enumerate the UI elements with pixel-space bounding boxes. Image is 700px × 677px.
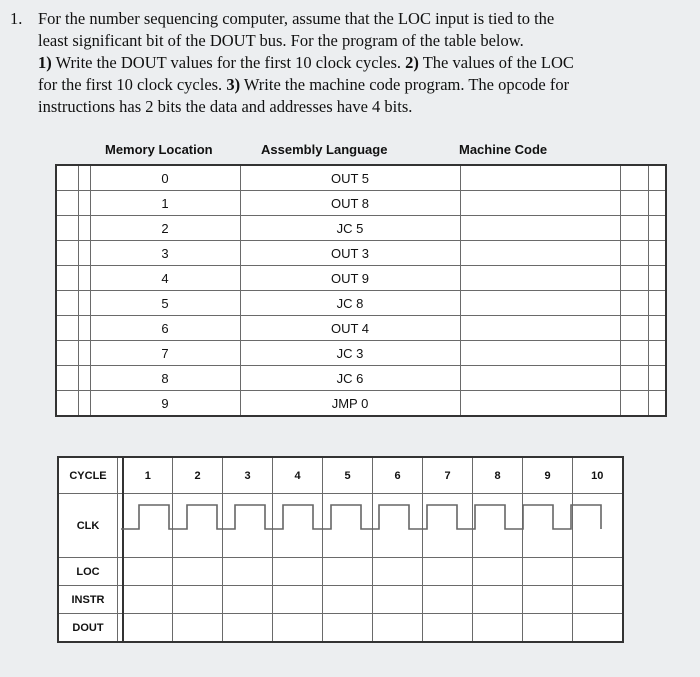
program-row [56,391,666,417]
memory-location-cell: 0 [90,165,240,191]
timing-cell-dout[interactable] [523,614,573,643]
blank-cell [648,291,666,316]
timing-cell-instr[interactable] [373,586,423,614]
blank-cell [56,266,78,291]
assembly-cell: OUT 8 [240,191,460,216]
timing-row-instr [58,586,623,614]
blank-cell [620,165,648,191]
timing-cell-instr[interactable] [273,586,323,614]
cycle-number: 10 [573,457,623,494]
timing-label-cycle: CYCLE [58,457,118,494]
program-row [56,291,666,316]
timing-cell-loc[interactable] [523,558,573,586]
blank-cell [78,391,90,417]
assembly-cell: JC 3 [240,341,460,366]
blank-cell [620,191,648,216]
blank-cell [78,341,90,366]
cycle-number: 3 [223,457,273,494]
blank-cell [56,216,78,241]
header-memory-location: Memory Location [105,142,213,157]
timing-cell-loc[interactable] [373,558,423,586]
program-row [56,241,666,266]
timing-label-clk: CLK [58,494,118,558]
blank-cell [620,341,648,366]
cycle-number: 5 [323,457,373,494]
blank-cell [648,366,666,391]
blank-cell [620,241,648,266]
clock-waveform [119,499,619,539]
blank-cell [620,216,648,241]
timing-cell-loc[interactable] [473,558,523,586]
program-row [56,316,666,341]
timing-cell-dout[interactable] [273,614,323,643]
memory-location-cell: 3 [90,241,240,266]
assembly-cell: OUT 9 [240,266,460,291]
program-row [56,341,666,366]
cycle-number: 2 [173,457,223,494]
blank-cell [78,241,90,266]
task-3-text: Write the machine code program. The opcode for [240,75,570,94]
blank-cell [648,165,666,191]
assembly-cell: JC 5 [240,216,460,241]
task-1-text: Write the DOUT values for the first 10 clock cycles. [51,53,406,72]
task-3-number: 3) [226,75,241,94]
assembly-cell: JC 8 [240,291,460,316]
timing-cell-loc[interactable] [173,558,223,586]
memory-location-cell: 5 [90,291,240,316]
machine-code-cell[interactable] [460,316,620,341]
timing-cell-dout[interactable] [473,614,523,643]
header-machine-code: Machine Code [459,142,548,157]
machine-code-cell[interactable] [460,165,620,191]
blank-cell [78,191,90,216]
timing-cell-dout[interactable] [573,614,623,643]
memory-location-cell: 4 [90,266,240,291]
blank-cell [56,316,78,341]
timing-cell-loc[interactable] [323,558,373,586]
problem-number: 1. [10,9,23,28]
timing-cell-instr[interactable] [573,586,623,614]
problem-line-4 [38,74,682,96]
timing-cell-dout[interactable] [323,614,373,643]
blank-cell [648,391,666,417]
cycle-number: 1 [123,457,173,494]
blank-cell [56,165,78,191]
machine-code-cell[interactable] [460,341,620,366]
timing-label-instr: INSTR [58,586,118,614]
machine-code-cell[interactable] [460,241,620,266]
timing-label-loc: LOC [58,558,118,586]
assembly-cell: OUT 4 [240,316,460,341]
blank-cell [56,291,78,316]
blank-cell [78,366,90,391]
memory-location-cell: 2 [90,216,240,241]
program-row [56,366,666,391]
cycle-number: 8 [473,457,523,494]
machine-code-cell[interactable] [460,266,620,291]
blank-cell [78,316,90,341]
problem-line-1: For the number sequencing computer, assume that the LOC input is tied to the [38,9,555,28]
blank-cell [620,391,648,417]
problem-line-5: instructions has 2 bits the data and addresses have 4 bits. [38,97,413,116]
memory-location-cell: 7 [90,341,240,366]
timing-cell-loc[interactable] [223,558,273,586]
cycle-number: 4 [273,457,323,494]
blank-cell [620,366,648,391]
timing-cell-instr[interactable] [473,586,523,614]
timing-cell-instr[interactable] [423,586,473,614]
machine-code-cell[interactable] [460,291,620,316]
timing-cell-instr[interactable] [523,586,573,614]
blank-cell [648,216,666,241]
timing-cell-dout[interactable] [123,614,173,643]
memory-location-cell: 9 [90,391,240,417]
memory-location-cell: 1 [90,191,240,216]
assembly-cell: OUT 5 [240,165,460,191]
machine-code-cell[interactable] [460,391,620,417]
assembly-cell: OUT 3 [240,241,460,266]
blank-cell [56,191,78,216]
timing-cell-dout[interactable] [223,614,273,643]
timing-label-dout: DOUT [58,614,118,643]
program-table [55,164,667,417]
timing-cell-dout[interactable] [423,614,473,643]
blank-cell [78,165,90,191]
timing-row-dout [58,614,623,643]
task-1-number: 1) [38,53,52,72]
timing-cell-loc[interactable] [123,558,173,586]
timing-cell-instr[interactable] [323,586,373,614]
machine-code-cell[interactable] [460,191,620,216]
timing-row-cycle [58,457,623,494]
blank-cell [648,241,666,266]
header-assembly-language: Assembly Language [261,142,388,157]
cycle-number: 9 [523,457,573,494]
timing-cell-instr[interactable] [173,586,223,614]
problem-statement [10,8,682,118]
blank-cell [78,266,90,291]
blank-cell [648,191,666,216]
timing-row-loc [58,558,623,586]
memory-location-cell: 8 [90,366,240,391]
assembly-cell: JMP 0 [240,391,460,417]
blank-cell [78,216,90,241]
assembly-cell: JC 6 [240,366,460,391]
blank-cell [620,316,648,341]
program-row [56,165,666,191]
timing-cell-loc[interactable] [573,558,623,586]
task-2-text-cont: for the first 10 clock cycles. [38,75,227,94]
program-row [56,191,666,216]
timing-cell-instr[interactable] [223,586,273,614]
blank-cell [648,341,666,366]
timing-cell-dout[interactable] [173,614,223,643]
memory-location-cell: 6 [90,316,240,341]
problem-line-2: least significant bit of the DOUT bus. For the program of the table below. [38,31,524,50]
problem-line-3 [38,52,682,74]
task-2-text: The values of the LOC [418,53,574,72]
blank-cell [648,266,666,291]
blank-cell [56,241,78,266]
timing-cell-dout[interactable] [373,614,423,643]
program-row [56,216,666,241]
task-2-number: 2) [405,53,419,72]
machine-code-cell[interactable] [460,366,620,391]
cycle-number: 6 [373,457,423,494]
timing-cell-loc[interactable] [273,558,323,586]
blank-cell [56,366,78,391]
timing-cell-instr[interactable] [123,586,173,614]
timing-diagram [57,456,624,643]
blank-cell [78,291,90,316]
blank-cell [56,341,78,366]
blank-cell [620,266,648,291]
blank-cell [648,316,666,341]
machine-code-cell[interactable] [460,216,620,241]
blank-cell [56,391,78,417]
program-row [56,266,666,291]
cycle-number: 7 [423,457,473,494]
timing-cell-loc[interactable] [423,558,473,586]
blank-cell [620,291,648,316]
